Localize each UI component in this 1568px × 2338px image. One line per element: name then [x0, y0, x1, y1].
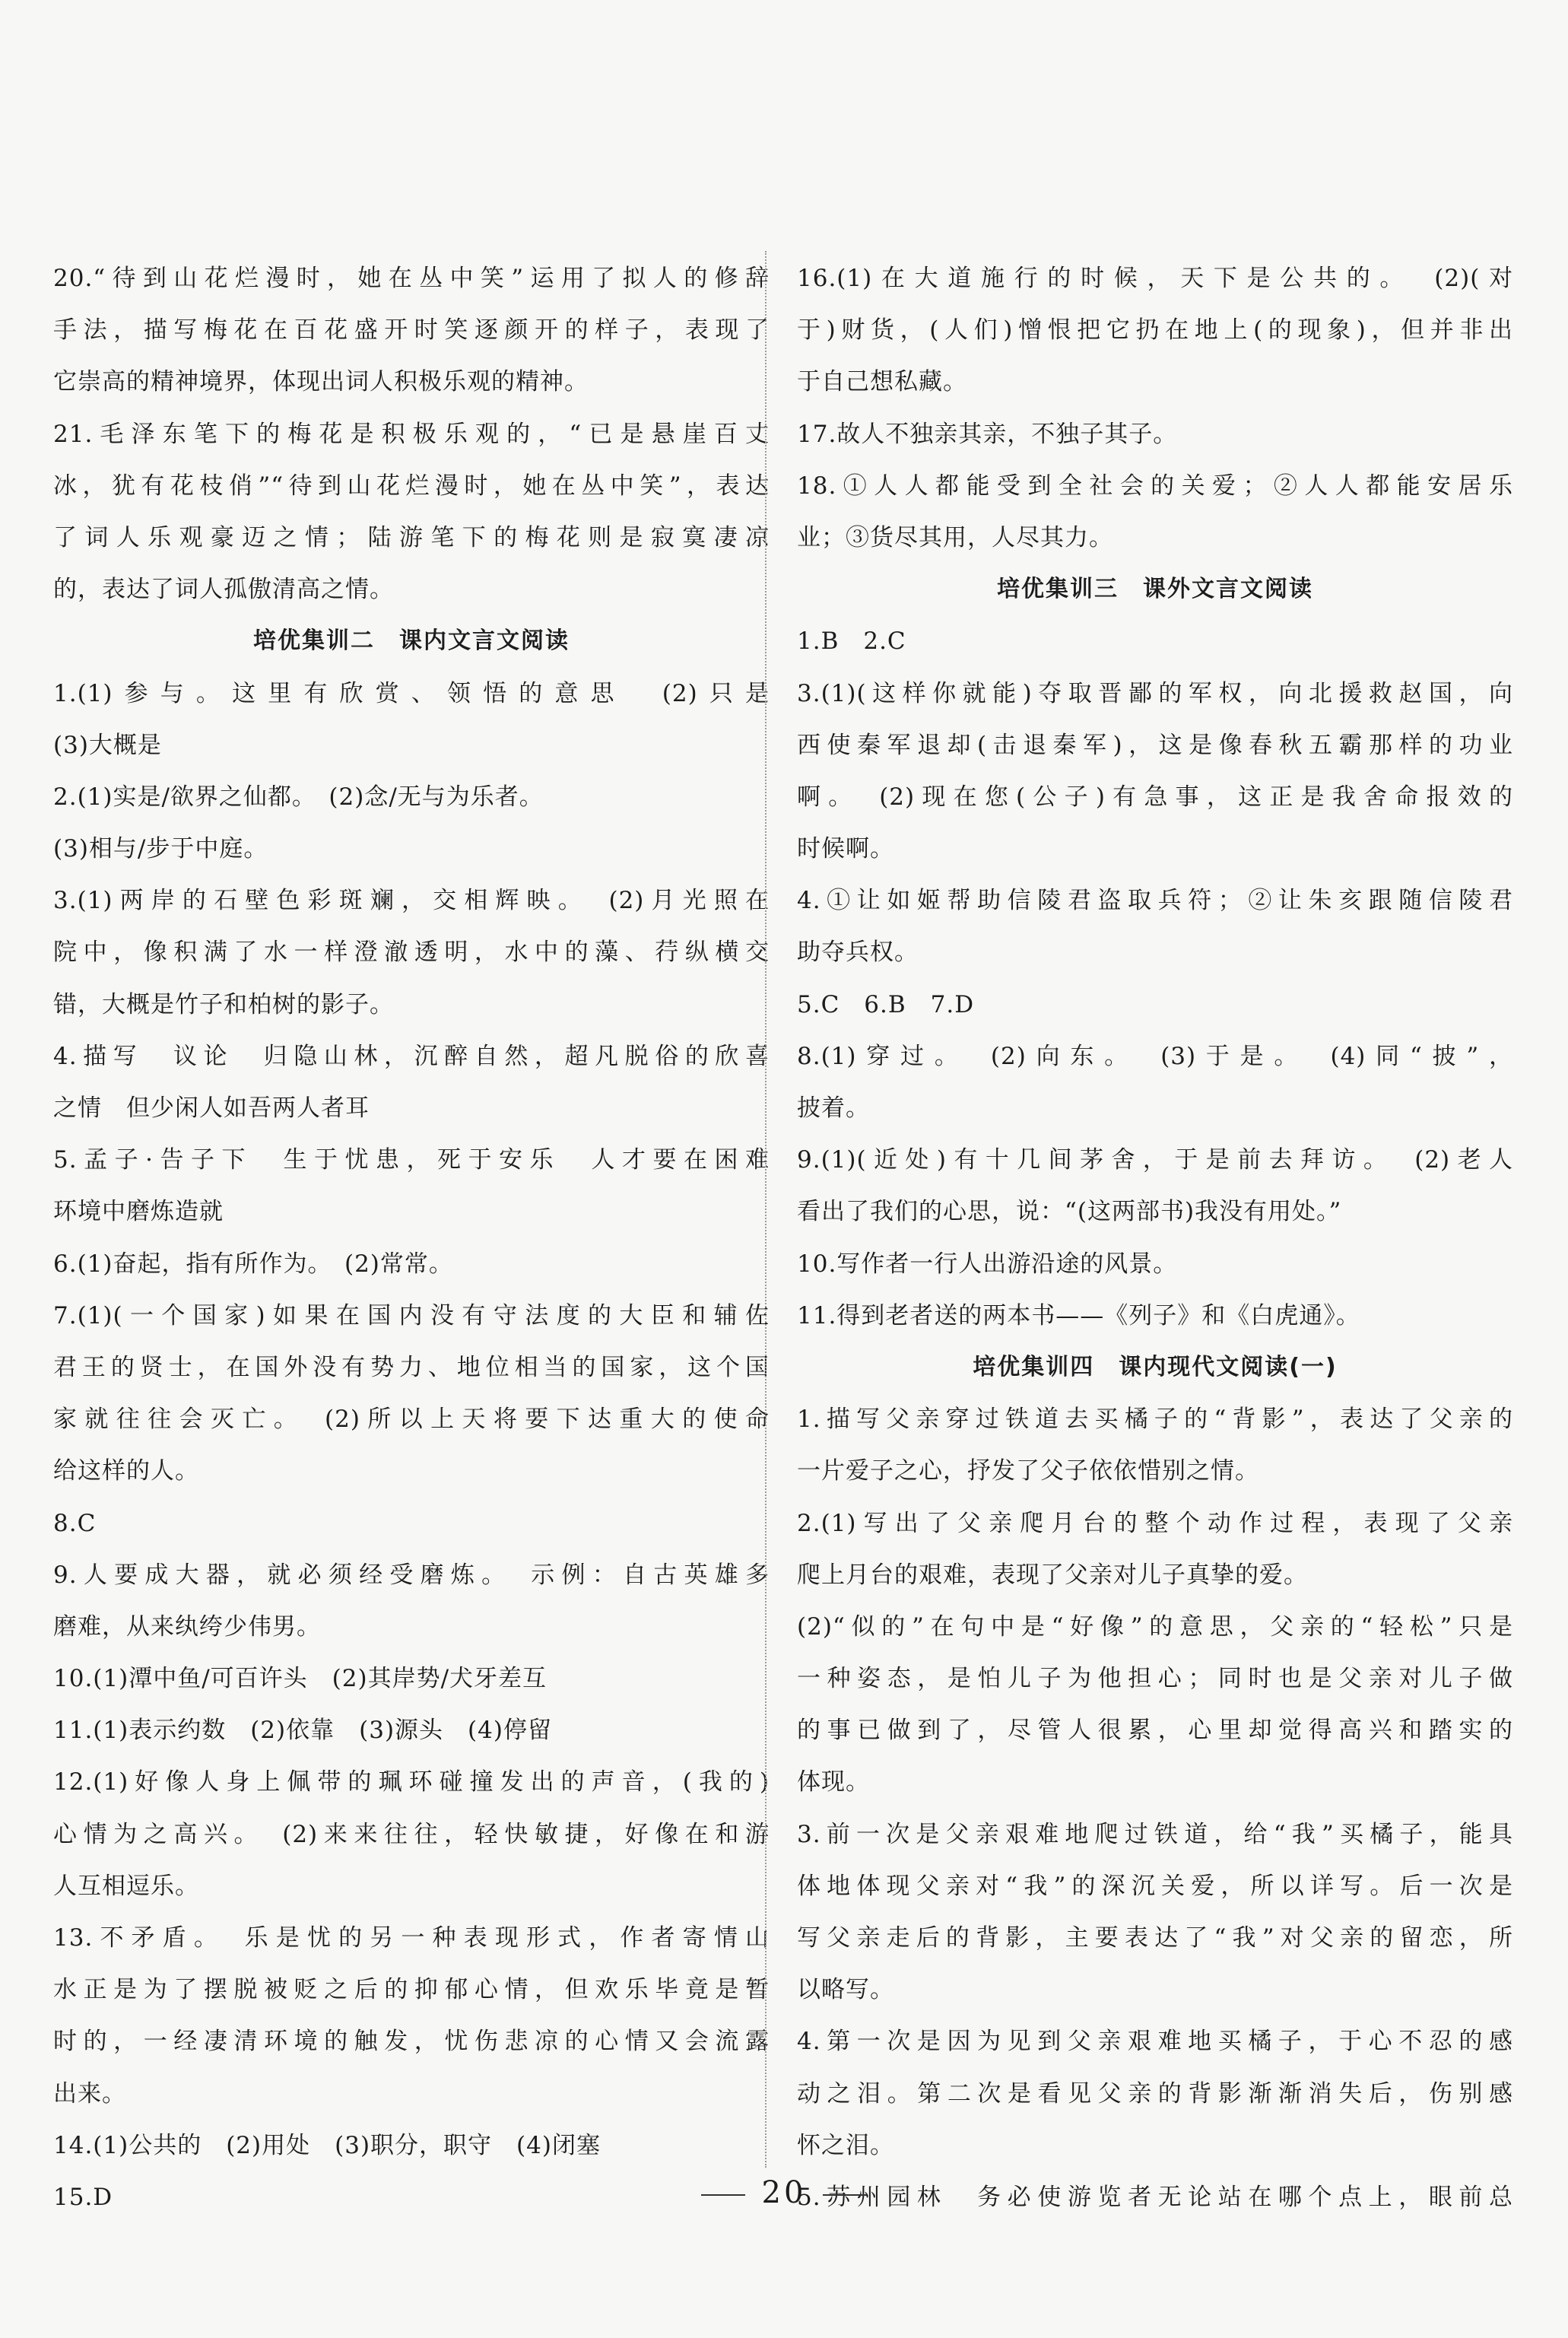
left-text-line: 给这样的人。 [53, 1457, 199, 1485]
left-text-line: 磨难，从来纨绔少伟男。 [53, 1612, 321, 1641]
left-text-line: 21.毛泽东笔下的梅花是积极乐观的，“已是悬崖百丈 [53, 420, 770, 448]
left-text-line: 环境中磨炼造就 [53, 1198, 224, 1226]
left-text-line: 水正是为了摆脱被贬之后的抑郁心情，但欢乐毕竟是暂 [53, 1976, 770, 2004]
right-text-line: 9.(1)(近处)有十几间茅舍，于是前去拜访。 (2)老人 [797, 1146, 1513, 1174]
left-text-line: 人互相逗乐。 [53, 1872, 199, 1900]
left-section-heading: 培优集训二 课内文言文阅读 [253, 627, 570, 655]
left-text-line: 的，表达了词人孤傲清高之情。 [53, 576, 394, 604]
right-text-line: 披着。 [797, 1094, 870, 1122]
left-text-line: 手法，描写梅花在百花盛开时笑逐颜开的样子，表现了 [53, 316, 770, 345]
right-text-line: 一片爱子之心，抒发了父子依依惜别之情。 [797, 1457, 1259, 1485]
right-section-heading: 培优集训四 课内现代文阅读(一) [973, 1353, 1338, 1380]
right-section-heading: 培优集训三 课外文言文阅读 [997, 576, 1313, 603]
right-text-line: 看出了我们的心思，说：“(这两部书)我没有用处。” [797, 1198, 1342, 1226]
left-text-line: 5.孟子·告子下 生于忧患，死于安乐 人才要在困难 [53, 1146, 770, 1174]
page-number-dash-right [823, 2194, 867, 2196]
left-text-line: 12.(1)好像人身上佩带的珮环碰撞发出的声音，(我的) [53, 1768, 770, 1796]
left-text-line: 11.(1)表示约数 (2)依靠 (3)源头 (4)停留 [53, 1717, 552, 1745]
left-text-line: 6.(1)奋起，指有所作为。 (2)常常。 [53, 1250, 453, 1278]
right-text-line: 助夺兵权。 [797, 939, 919, 967]
right-text-line: 体地体现父亲对“我”的深沉关爱，所以详写。后一次是 [797, 1872, 1513, 1900]
right-text-line: 4.第一次是因为见到父亲艰难地买橘子，于心不忍的感 [797, 2028, 1513, 2056]
right-text-line: 体现。 [797, 1768, 870, 1796]
right-text-line: 1.描写父亲穿过铁道去买橘子的“背影”，表达了父亲的 [797, 1406, 1513, 1434]
right-text-line: 于自己想私藏。 [797, 368, 967, 396]
right-text-line: 5.苏州园林 务必使游览者无论站在哪个点上，眼前总 [797, 2183, 1513, 2211]
right-text-line: 3.前一次是父亲艰难地爬过铁道，给“我”买橘子，能具 [797, 1820, 1513, 1848]
right-text-line: 5.C 6.B 7.D [797, 990, 975, 1018]
page-number: 20 [761, 2175, 807, 2210]
left-column [53, 253, 770, 2223]
right-text-line: 18.①人人都能受到全社会的关爱；②人人都能安居乐 [797, 472, 1513, 500]
left-text-line: 7.(1)(一个国家)如果在国内没有守法度的大臣和辅佐 [53, 1301, 770, 1329]
left-text-line: 4.描写 议论 归隐山林，沉醉自然，超凡脱俗的欣喜 [53, 1042, 770, 1070]
left-text-line: 1.(1)参与。这里有欣赏、领悟的意思 (2)只是 [53, 679, 770, 707]
right-text-line: 2.(1)写出了父亲爬月台的整个动作过程，表现了父亲 [797, 1509, 1513, 1537]
right-text-line: 一种姿态，是怕儿子为他担心；同时也是父亲对儿子做 [797, 1665, 1513, 1693]
right-text-line: 西使秦军退却(击退秦军)，这是像春秋五霸那样的功业 [797, 731, 1513, 759]
left-text-line: 院中，像积满了水一样澄澈透明，水中的藻、荇纵横交 [53, 939, 770, 967]
right-text-line: 的事已做到了，尽管人很累，心里却觉得高兴和踏实的 [797, 1717, 1513, 1745]
left-text-line: 君王的贤士，在国外没有势力、地位相当的国家，这个国 [53, 1353, 770, 1381]
page-number-footer [0, 2175, 1568, 2210]
right-text-line: 11.得到老者送的两本书——《列子》和《白虎通》。 [797, 1301, 1360, 1329]
left-text-line: 家就往往会灭亡。 (2)所以上天将要下达重大的使命 [53, 1406, 770, 1434]
right-text-line: 啊。 (2)现在您(公子)有急事，这正是我舍命报效的 [797, 783, 1513, 811]
right-text-line: 17.故人不独亲其亲，不独子其子。 [797, 420, 1178, 448]
left-text-line: 10.(1)潭中鱼/可百许头 (2)其岸势/犬牙差互 [53, 1665, 548, 1693]
right-column [797, 253, 1513, 2223]
left-text-line: (3)大概是 [53, 731, 162, 759]
column-divider [765, 251, 767, 2168]
right-text-line: 动之泪。第二次是看见父亲的背影渐渐消失后，伤别感 [797, 2079, 1513, 2108]
right-text-line: 于)财货，(人们)憎恨把它扔在地上(的现象)，但并非出 [797, 316, 1513, 345]
left-text-line: 错，大概是竹子和柏树的影子。 [53, 990, 394, 1018]
left-text-line: (3)相与/步于中庭。 [53, 835, 268, 863]
right-text-line: 4.①让如姬帮助信陵君盗取兵符；②让朱亥跟随信陵君 [797, 887, 1513, 915]
left-text-line: 15.D [53, 2183, 113, 2211]
page-number-dash-left [701, 2194, 745, 2196]
left-text-line: 冰，犹有花枝俏”“待到山花烂漫时，她在丛中笑”，表达 [53, 472, 770, 500]
right-text-line: 16.(1)在大道施行的时候，天下是公共的。 (2)(对 [797, 265, 1513, 292]
right-text-line: 写父亲走后的背影，主要表达了“我”对父亲的留恋，所 [797, 1924, 1513, 1952]
right-text-line: 时候啊。 [797, 835, 894, 863]
right-text-line: 10.写作者一行人出游沿途的风景。 [797, 1250, 1178, 1278]
left-text-line: 20.“待到山花烂漫时，她在丛中笑”运用了拟人的修辞 [53, 265, 770, 292]
left-text-line: 它崇高的精神境界，体现出词人积极乐观的精神。 [53, 368, 589, 396]
right-text-line: 爬上月台的艰难，表现了父亲对儿子真挚的爱。 [797, 1561, 1308, 1589]
right-text-line: 业；③货尽其用，人尽其力。 [797, 523, 1113, 551]
left-text-line: 14.(1)公共的 (2)用处 (3)职分，职守 (4)闭塞 [53, 2131, 601, 2159]
right-text-line: 怀之泪。 [797, 2131, 894, 2159]
right-text-line: 1.B 2.C [797, 627, 906, 656]
right-text-line: 8.(1)穿过。 (2)向东。 (3)于是。 (4)同“披”， [797, 1042, 1513, 1070]
right-text-line: 以略写。 [797, 1976, 894, 2004]
left-text-line: 时的，一经凄清环境的触发，忧伤悲凉的心情又会流露 [53, 2028, 770, 2056]
right-text-line: 3.(1)(这样你就能)夺取晋鄙的军权，向北援救赵国，向 [797, 679, 1513, 707]
left-text-line: 2.(1)实是/欲界之仙都。 (2)念/无与为乐者。 [53, 783, 544, 811]
left-text-line: 了词人乐观豪迈之情；陆游笔下的梅花则是寂寞凄凉 [53, 523, 770, 551]
left-text-line: 心情为之高兴。 (2)来来往往，轻快敏捷，好像在和游 [53, 1820, 770, 1848]
left-text-line: 8.C [53, 1509, 97, 1537]
left-text-line: 出来。 [53, 2079, 126, 2108]
left-text-line: 3.(1)两岸的石壁色彩斑斓，交相辉映。 (2)月光照在 [53, 887, 770, 915]
left-text-line: 13.不矛盾。 乐是忧的另一种表现形式，作者寄情山 [53, 1924, 770, 1952]
right-text-line: (2)“似的”在句中是“好像”的意思，父亲的“轻松”只是 [797, 1612, 1513, 1641]
left-text-line: 之情 但少闲人如吾两人者耳 [53, 1094, 370, 1122]
left-text-line: 9.人要成大器，就必须经受磨炼。 示例：自古英雄多 [53, 1561, 770, 1589]
